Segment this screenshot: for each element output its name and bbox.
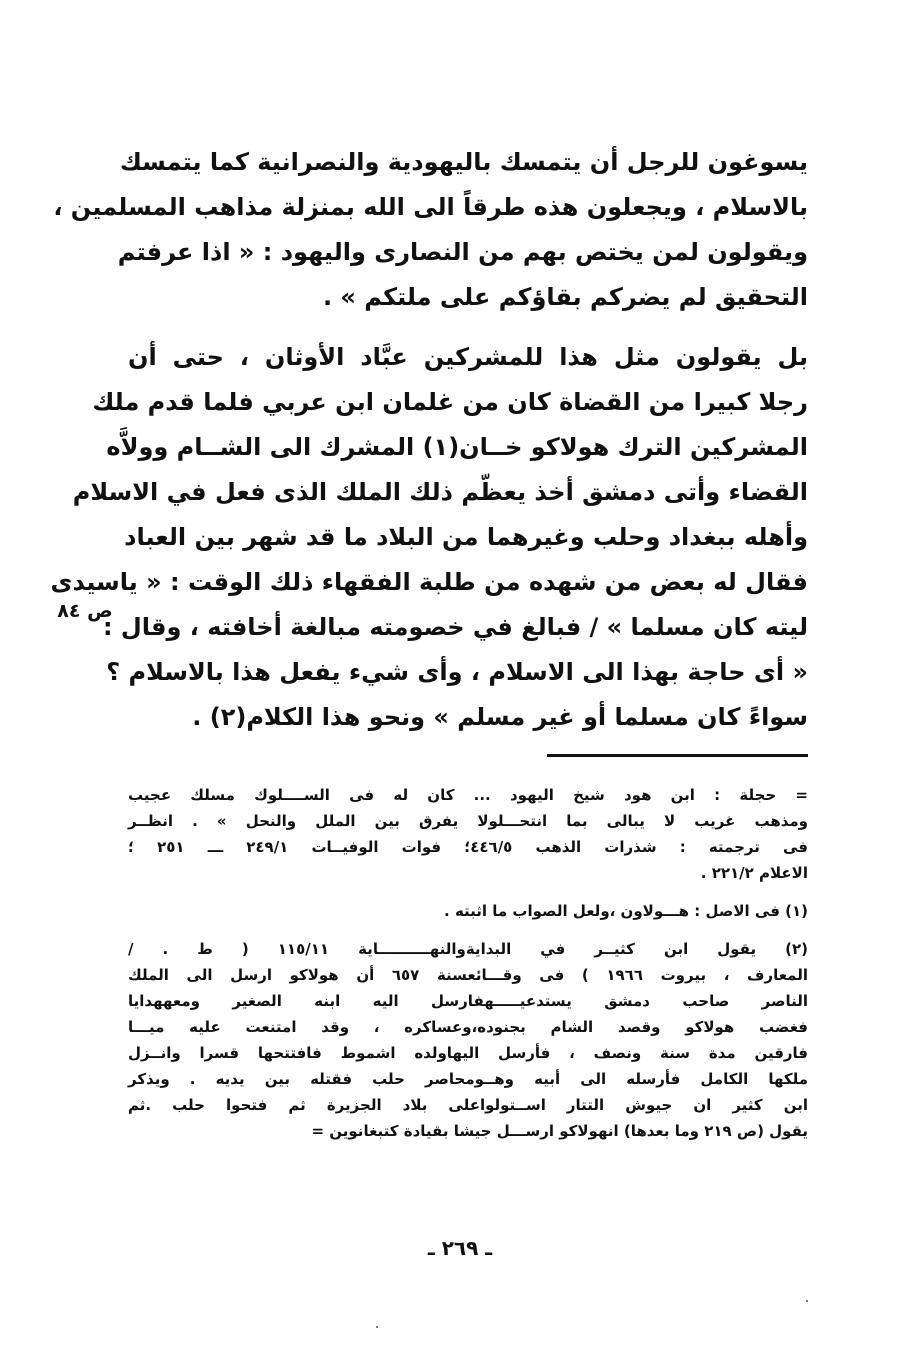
footnote-line: = حجلة : ابن هود شيخ اليهود ... كان له فى الســــلوك مسلك عجيب bbox=[128, 786, 808, 804]
footnote-line: فى ترجمته : شذرات الذهب ٤٤٦/٥؛ فوات الوفيــات ٢٤٩/١ ـــ ٢٥١ ؛ bbox=[128, 838, 808, 856]
footnotes bbox=[128, 782, 808, 1144]
footnote-line: ابن كثير ان جيوش التتار اســتولواعلى بلاد الجزيرة ثم فتحوا حلب .ثم bbox=[128, 1096, 808, 1114]
text-line: ليته كان مسلما » / فبالغ في خصومته مبالغة أخافته ، وقال : bbox=[102, 613, 808, 641]
footnote-line: ومذهب غريب لا يبالى بما انتحـــلولا يفرق بين الملل والنحل » . انظــر bbox=[128, 812, 808, 830]
text-line: يسوغون للرجل أن يتمسك باليهودية والنصرانية كما يتمسك bbox=[119, 148, 808, 176]
text-line: وأهله ببغداد وحلب وغيرهما من البلاد ما قد شهر بين العباد bbox=[124, 523, 808, 551]
scan-speck bbox=[376, 1326, 378, 1328]
text-line: سواءً كان مسلما أو غير مسلم » ونحو هذا الكلام(٢) . bbox=[192, 703, 808, 731]
paragraph bbox=[53, 140, 808, 320]
text-line: التحقيق لم يضركم بقاؤكم على ملتكم » . bbox=[322, 283, 808, 311]
footnote-block bbox=[128, 782, 808, 886]
text-line: بالاسلام ، ويجعلون هذه طرقاً الى الله بمنزلة مذاهب المسلمين ، bbox=[53, 193, 808, 221]
footnote-line: فارقين مدة سنة ونصف ، فأرسل اليهاولده اشموط فافتتحها قسرا وانــزل bbox=[128, 1044, 808, 1062]
text-line: بل يقولون مثل هذا للمشركين عبَّاد الأوثان ، حتى أن bbox=[128, 343, 808, 371]
footnote-line: المعارف ، بيروت ١٩٦٦ ) فى وقـــائعسنة ٦٥٧ أن هولاكو ارسل الى الملك bbox=[128, 966, 808, 984]
text-line: رجلا كبيرا من القضاة كان من غلمان ابن عربي فلما قدم ملك bbox=[92, 388, 808, 416]
text-line: المشركين الترك هولاكو خــان(١) المشرك الى الشــام وولاَّه bbox=[106, 433, 808, 461]
footnote-line: فغضب هولاكو وقصد الشام بجنوده،وعساكره ، وقد امتنعت عليه ميـــا bbox=[128, 1018, 808, 1036]
footnote-line: الاعلام ٢٢١/٢ . bbox=[700, 864, 808, 882]
marginal-page-reference: ص ٨٤ bbox=[57, 600, 113, 622]
footnote-line: يقول (ص ٢١٩ وما بعدها) انهولاكو ارســـل جيشا بقيادة كتبغانوين = bbox=[311, 1122, 808, 1140]
scan-speck bbox=[806, 1300, 808, 1302]
page-number: ـ ٢٦٩ ـ bbox=[427, 1236, 493, 1260]
footnote-line: الناصر صاحب دمشق يستدعيـــــهفارسل اليه ابنه الصغير ومعههدايا bbox=[128, 992, 808, 1010]
text-line: فقال له بعض من شهده من طلبة الفقهاء ذلك الوقت : « ياسيدى bbox=[50, 568, 808, 596]
footnote-line: ملكها الكامل فأرسله الى أبيه وهــومحاصر حلب فقتله بين يديه . ويذكر bbox=[128, 1070, 808, 1088]
footnote-block bbox=[128, 936, 808, 1144]
footnote-line: (١) فى الاصل : هـــولاون ،ولعل الصواب ما اثبته . bbox=[444, 902, 808, 920]
text-line: القضاء وأتى دمشق أخذ يعظّم ذلك الملك الذى فعل في الاسلام bbox=[72, 478, 808, 506]
text-line: ويقولون لمن يختص بهم من النصارى واليهود : « اذا عرفتم bbox=[117, 238, 808, 266]
footnote-line: (٢) يقول ابن كثيــر في البدايةوالنهــــــــــاية ١١٥/١١ ( ط . / bbox=[128, 940, 809, 958]
text-line: « أى حاجة بهذا الى الاسلام ، وأى شيء يفعل هذا بالاسلام ؟ bbox=[106, 658, 808, 686]
footnote-separator bbox=[547, 754, 808, 757]
footnote-block bbox=[128, 898, 808, 924]
